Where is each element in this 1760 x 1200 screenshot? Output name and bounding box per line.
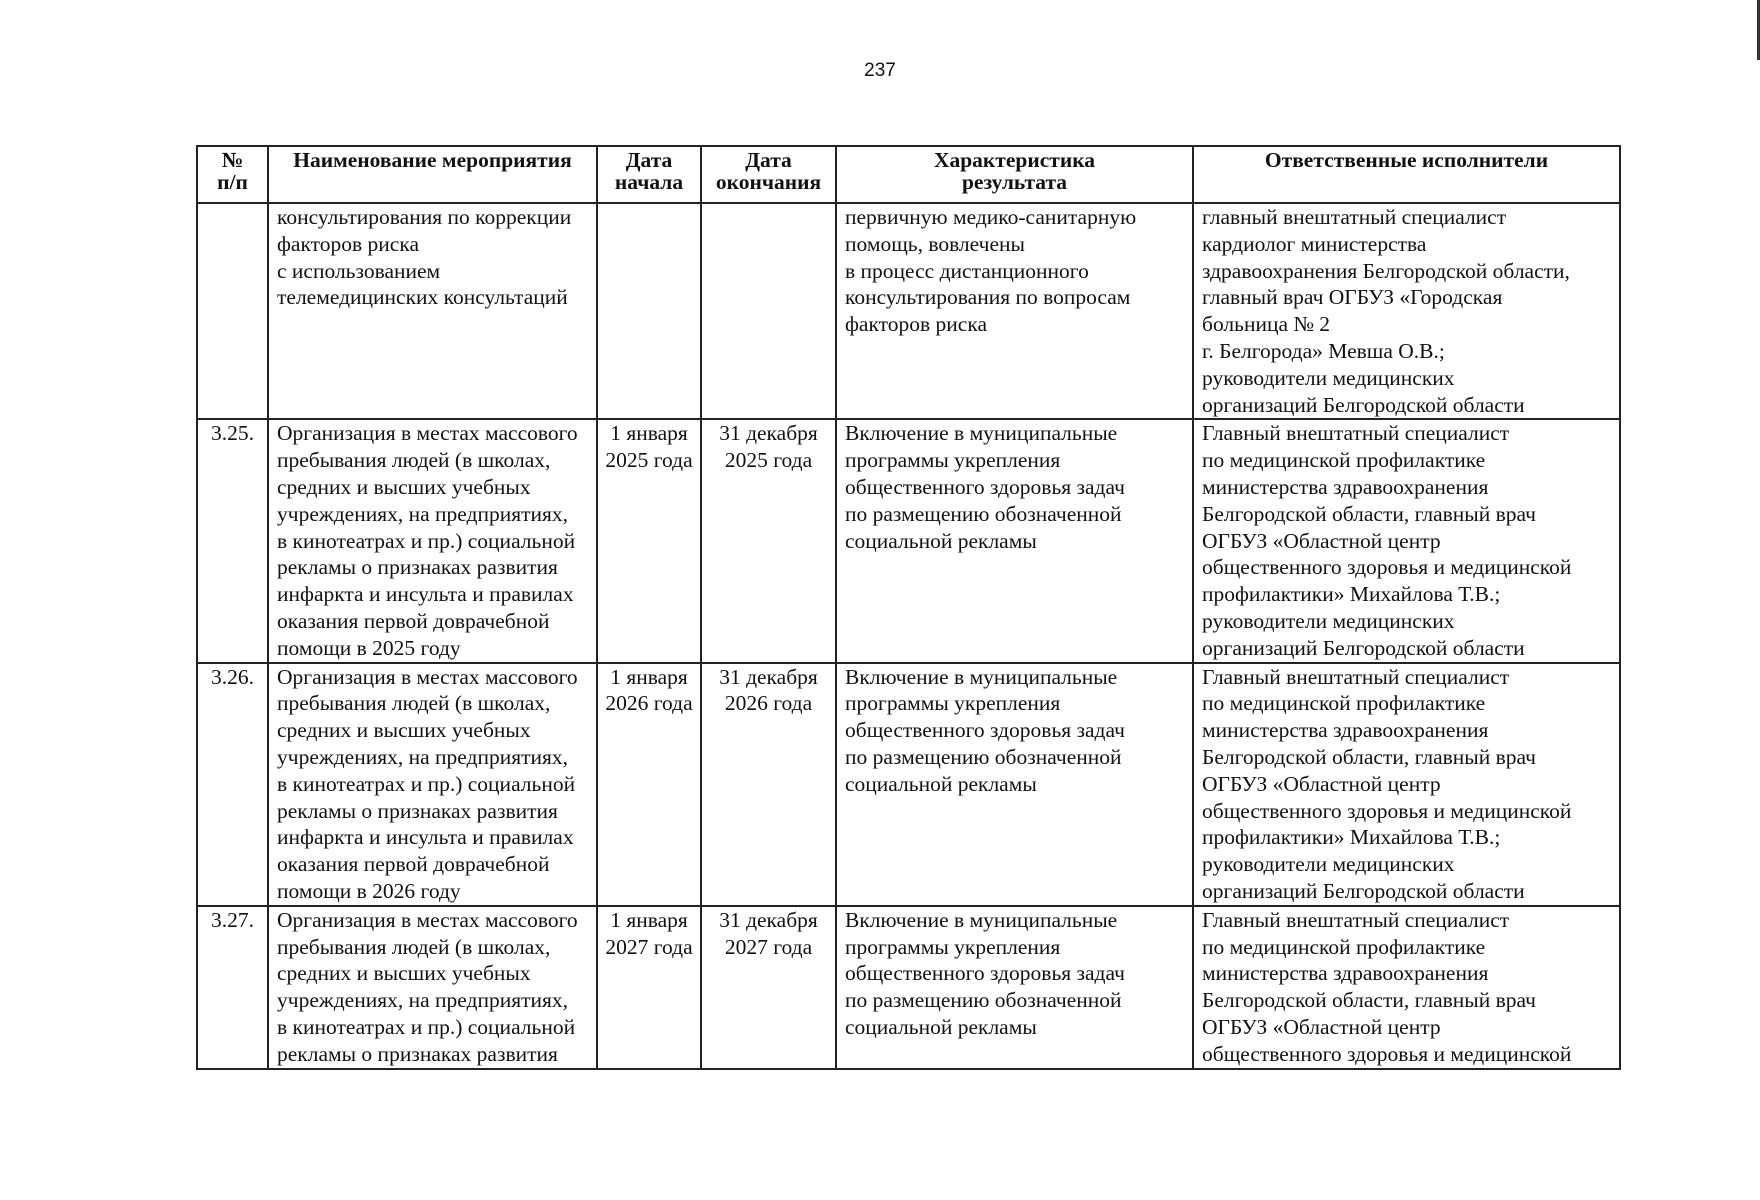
- text-line: результата: [961, 170, 1068, 194]
- text-line: окончания: [715, 170, 822, 194]
- text-line: п/п: [217, 170, 248, 194]
- text-line: инфаркта и инсульта и правилах: [277, 825, 574, 850]
- text-line: №: [221, 148, 244, 172]
- text-line: Включение в муниципальные: [845, 907, 1118, 932]
- text-line: первичную медико-санитарную: [845, 205, 1137, 229]
- end-date: [701, 203, 836, 419]
- text-line: Организация в местах массового: [277, 907, 578, 932]
- table-row: [197, 419, 1620, 662]
- text-line: Организация в местах массового: [277, 664, 578, 689]
- text-line: Дата: [745, 148, 792, 172]
- text-line: оказания первой доврачебной: [277, 852, 550, 877]
- text-line: в кинотеатрах и пр.) социальной: [277, 771, 576, 796]
- text-line: оказания первой доврачебной: [277, 608, 550, 633]
- text-line: министерства здравоохранения: [1202, 718, 1489, 743]
- text-line: Организация в местах массового: [277, 421, 578, 446]
- text-line: средних и высших учебных: [277, 474, 531, 499]
- row-number: [197, 203, 268, 419]
- activity-name: [268, 203, 597, 419]
- text-line: 2026 года: [605, 691, 693, 716]
- text-line: рекламы о признаках развития: [277, 555, 558, 580]
- header-responsible: [1193, 146, 1620, 203]
- text-line: организаций Белгородской области: [1202, 878, 1525, 903]
- start-date: [597, 663, 701, 906]
- text-line: 2025 года: [605, 448, 693, 473]
- text-line: профилактики» Михайлова Т.В.;: [1202, 582, 1501, 607]
- text-line: Белгородской области, главный врач: [1202, 988, 1536, 1013]
- result-description: [836, 663, 1193, 906]
- text-line: руководители медицинских: [1202, 608, 1455, 633]
- activities-table: [196, 145, 1621, 1070]
- text-line: факторов риска: [277, 231, 419, 256]
- text-line: учреждениях, на предприятиях,: [277, 744, 569, 769]
- text-line: г. Белгорода» Мевша О.В.;: [1202, 338, 1445, 363]
- text-line: пребывания людей (в школах,: [277, 934, 551, 959]
- text-line: Дата: [625, 148, 673, 172]
- text-line: 2027 года: [605, 934, 693, 959]
- text-line: здравоохранения Белгородской области,: [1202, 258, 1570, 283]
- activity-name: [268, 906, 597, 1069]
- text-line: организаций Белгородской области: [1202, 635, 1525, 660]
- text-line: по медицинской профилактике: [1202, 448, 1486, 473]
- text-line: в кинотеатрах и пр.) социальной: [277, 1014, 576, 1039]
- text-line: программы укрепления: [845, 691, 1061, 716]
- text-line: телемедицинских консультаций: [277, 285, 568, 310]
- header-start: [597, 146, 701, 203]
- text-line: кардиолог министерства: [1202, 231, 1427, 256]
- text-line: помощь, вовлечены: [845, 231, 1025, 256]
- text-line: Наименование мероприятия: [293, 148, 572, 172]
- text-line: социальной рекламы: [845, 771, 1037, 796]
- text-line: организаций Белгородской области: [1202, 392, 1525, 417]
- text-line: 2027 года: [724, 934, 813, 959]
- responsible-persons: [1193, 419, 1620, 662]
- text-line: 2025 года: [724, 448, 813, 473]
- responsible-persons: [1193, 663, 1620, 906]
- table-body: [197, 203, 1620, 1069]
- result-description: [836, 906, 1193, 1069]
- text-line: по размещению обозначенной: [845, 744, 1122, 769]
- text-line: пребывания людей (в школах,: [277, 691, 551, 716]
- text-line: консультирования по коррекции: [277, 205, 572, 229]
- text-line: Белгородской области, главный врач: [1202, 744, 1536, 769]
- start-date: [597, 906, 701, 1069]
- text-line: руководители медицинских: [1202, 365, 1455, 390]
- text-line: Главный внештатный специалист: [1202, 421, 1510, 446]
- text-line: по медицинской профилактике: [1202, 934, 1486, 959]
- text-line: по размещению обозначенной: [845, 988, 1122, 1013]
- text-line: 31 декабря: [719, 664, 818, 689]
- text-line: по размещению обозначенной: [845, 501, 1122, 526]
- table-row: [197, 906, 1620, 1069]
- text-line: средних и высших учебных: [277, 718, 531, 743]
- table-row: [197, 203, 1620, 419]
- text-line: Включение в муниципальные: [845, 664, 1118, 689]
- text-line: помощи в 2026 году: [277, 878, 461, 903]
- table-header: [197, 146, 1620, 203]
- responsible-persons: [1193, 906, 1620, 1069]
- text-line: общественного здоровья и медицинской: [1202, 555, 1572, 580]
- header-result: [836, 146, 1193, 203]
- text-line: общественного здоровья задач: [845, 961, 1125, 986]
- text-line: по медицинской профилактике: [1202, 691, 1486, 716]
- text-line: факторов риска: [845, 312, 987, 337]
- text-line: начала: [614, 170, 684, 194]
- text-line: в кинотеатрах и пр.) социальной: [277, 528, 576, 553]
- row-number: 3.26.: [197, 663, 268, 906]
- start-date: [597, 203, 701, 419]
- table-row: [197, 663, 1620, 906]
- start-date: [597, 419, 701, 662]
- text-line: ОГБУЗ «Областной центр: [1202, 771, 1441, 796]
- text-line: главный врач ОГБУЗ «Городская: [1202, 285, 1503, 310]
- text-line: с использованием: [277, 258, 441, 283]
- text-line: помощи в 2025 году: [277, 635, 461, 660]
- end-date: [701, 663, 836, 906]
- header-end: [701, 146, 836, 203]
- text-line: Главный внештатный специалист: [1202, 907, 1510, 932]
- text-line: инфаркта и инсульта и правилах: [277, 582, 574, 607]
- text-line: главный внештатный специалист: [1202, 205, 1507, 229]
- text-line: Включение в муниципальные: [845, 421, 1118, 446]
- header-row: [197, 146, 1620, 203]
- text-line: рекламы о признаках развития: [277, 1041, 558, 1066]
- text-line: рекламы о признаках развития: [277, 798, 558, 823]
- text-line: средних и высших учебных: [277, 961, 531, 986]
- text-line: 1 января: [610, 421, 688, 446]
- text-line: общественного здоровья задач: [845, 474, 1125, 499]
- responsible-persons: [1193, 203, 1620, 419]
- activity-name: [268, 663, 597, 906]
- text-line: в процесс дистанционного: [845, 258, 1089, 283]
- header-num: [197, 146, 268, 203]
- text-line: 1 января: [610, 664, 688, 689]
- text-line: профилактики» Михайлова Т.В.;: [1202, 825, 1501, 850]
- text-line: Главный внештатный специалист: [1202, 664, 1510, 689]
- result-description: [836, 419, 1193, 662]
- text-line: Ответственные исполнители: [1264, 148, 1549, 172]
- text-line: министерства здравоохранения: [1202, 474, 1489, 499]
- text-line: пребывания людей (в школах,: [277, 448, 551, 473]
- text-line: министерства здравоохранения: [1202, 961, 1489, 986]
- activity-name: [268, 419, 597, 662]
- text-line: 31 декабря: [719, 421, 818, 446]
- end-date: [701, 419, 836, 662]
- text-line: программы укрепления: [845, 934, 1061, 959]
- end-date: [701, 906, 836, 1069]
- text-line: ОГБУЗ «Областной центр: [1202, 528, 1441, 553]
- text-line: больница № 2: [1202, 312, 1331, 337]
- page-number: 237: [864, 60, 896, 81]
- text-line: 1 января: [610, 907, 688, 932]
- text-line: Характеристика: [933, 148, 1096, 172]
- text-line: 31 декабря: [719, 907, 818, 932]
- text-line: учреждениях, на предприятиях,: [277, 988, 569, 1013]
- header-name: [268, 146, 597, 203]
- text-line: Белгородской области, главный врач: [1202, 501, 1536, 526]
- text-line: социальной рекламы: [845, 1014, 1037, 1039]
- text-line: консультирования по вопросам: [845, 285, 1131, 310]
- text-line: общественного здоровья и медицинской: [1202, 1041, 1572, 1066]
- text-line: социальной рекламы: [845, 528, 1037, 553]
- row-number: 3.27.: [197, 906, 268, 1069]
- text-line: общественного здоровья и медицинской: [1202, 798, 1572, 823]
- text-line: программы укрепления: [845, 448, 1061, 473]
- text-line: общественного здоровья задач: [845, 718, 1125, 743]
- result-description: [836, 203, 1193, 419]
- row-number: 3.25.: [197, 419, 268, 662]
- text-line: учреждениях, на предприятиях,: [277, 501, 569, 526]
- text-line: ОГБУЗ «Областной центр: [1202, 1014, 1441, 1039]
- text-line: 2026 года: [724, 691, 813, 716]
- text-line: руководители медицинских: [1202, 852, 1455, 877]
